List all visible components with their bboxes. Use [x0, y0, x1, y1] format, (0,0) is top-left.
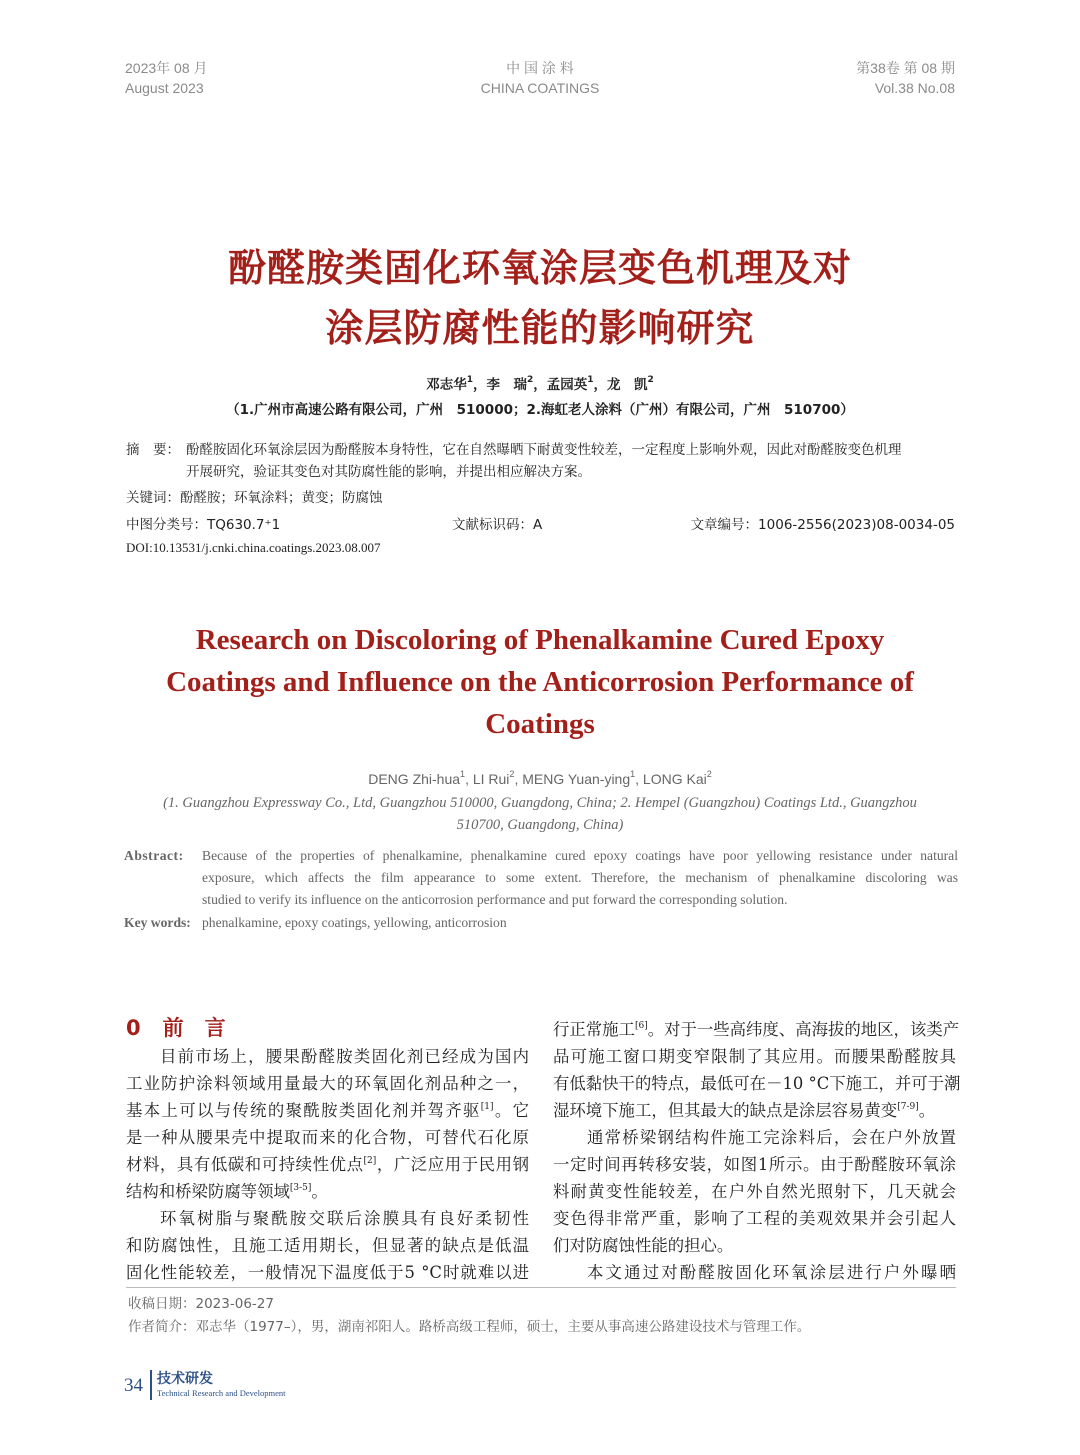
title-cn-line: 涂层防腐性能的影响研究	[325, 306, 755, 350]
body-text: 们对防腐蚀性能的担心。	[553, 1236, 734, 1255]
received-date: 收稿日期：2023-06-27	[128, 1296, 274, 1312]
separator: ，	[593, 377, 608, 393]
abstract-en-label: Abstract:	[124, 848, 184, 863]
body-line	[553, 1097, 956, 1124]
title-cn-line: 酚醛胺类固化环氧涂层变色机理及对	[227, 246, 852, 290]
title-en	[100, 619, 980, 745]
body-text: 变色得非常严重，影响了工程的美观效果并会引起人	[553, 1209, 956, 1228]
separator: ，	[472, 377, 487, 393]
affiliation-en-line: 510700, Guangdong, China)	[456, 817, 624, 833]
citation-mark: [1]	[480, 1102, 494, 1112]
title-cn	[0, 238, 1080, 358]
keywords-en-label: Key words:	[124, 915, 191, 930]
header-journal-cn: 中 国 涂 料	[506, 60, 574, 76]
authors-en	[0, 771, 1080, 787]
header-journal-en: CHINA COATINGS	[480, 80, 600, 96]
author-affiliation-mark: 2	[526, 375, 534, 385]
author-name: 李 瑞	[486, 377, 527, 393]
abstract-cn-line: 开展研究，验证其变色对其防腐性能的影响，并提出相应解决方案。	[186, 464, 591, 480]
footnote-divider	[126, 1287, 956, 1288]
header-vol-en: Vol.38 No.08	[874, 80, 955, 96]
author-name: 邓志华	[426, 377, 467, 393]
abstract-en-line: studied to verify its influence on the anticorrosion performance and put forward the corresponding solution.	[202, 892, 788, 907]
body-line	[126, 1151, 529, 1178]
footer-section-en: Technical Research and Development	[157, 1388, 286, 1398]
body-text: 行正常施工	[553, 1020, 635, 1039]
author-affiliation-mark: 2	[509, 769, 515, 779]
citation-mark: [6]	[634, 1021, 648, 1031]
keywords-cn-label: 关键词：	[126, 490, 180, 506]
body-text: 湿环境下施工，但其最大的缺点是涂层容易黄变	[553, 1101, 898, 1120]
body-line	[553, 1016, 960, 1043]
body-text: 有低黏快干的特点，最低可在－10 °C下施工，并可于潮	[553, 1074, 961, 1093]
body-line	[126, 1232, 529, 1259]
body-text: 通常桥梁钢结构件施工完涂料后，会在户外放置	[587, 1128, 956, 1147]
body-line	[126, 1070, 529, 1097]
title-en-line: Coatings and Influence on the Anticorrosion Performance of	[166, 666, 914, 698]
body-text: 本文通过对酚醛胺固化环氧涂层进行户外曝晒	[587, 1263, 956, 1282]
body-column-right	[553, 1016, 961, 1286]
title-en-line: Coatings	[485, 708, 595, 740]
keywords-en-text: phenalkamine, epoxy coatings, yellowing, anticorrosion	[202, 915, 507, 930]
body-line	[553, 1205, 956, 1232]
citation-mark: [2]	[363, 1156, 377, 1166]
body-text: 。它	[493, 1101, 530, 1120]
body-line	[553, 1232, 956, 1259]
body-text: 一定时间再转移安装，如图1所示。由于酚醛胺环氧涂	[553, 1155, 956, 1174]
abstract-en-line: exposure, which affects the film appearance to some extent. Therefore, the mechanism of phenalkamine discoloring was	[202, 870, 958, 885]
citation-mark: [3-5]	[289, 1183, 312, 1193]
author-bio: 作者简介：邓志华（1977–），男，湖南祁阳人。路桥高级工程师，硕士，主要从事高速公路建设技术与管理工作。	[128, 1319, 811, 1335]
section-number: 0	[126, 1016, 141, 1040]
affiliation-en-line: (1. Guangzhou Expressway Co., Ltd, Guangzhou 510000, Guangdong, China; 2. Hempel (Guangzhou) Coatings Ltd., Guangzhou	[163, 795, 917, 811]
body-text: 固化性能较差，一般情况下温度低于5 °C时就难以进	[126, 1263, 529, 1282]
clc-number: 中图分类号：TQ630.7⁺1	[126, 517, 281, 533]
header-vol-cn: 第38卷 第 08 期	[856, 60, 955, 76]
abstract-en-line: Because of the properties of phenalkamine, phenalkamine cured epoxy coatings have poor yellowing resistance under natural	[202, 848, 958, 863]
body-line	[553, 1151, 956, 1178]
body-text: ，广泛应用于民用钢	[376, 1155, 530, 1174]
body-line	[553, 1043, 956, 1070]
author-affiliation-mark: 1	[630, 769, 636, 779]
page-number: 34	[124, 1375, 143, 1396]
author-affiliation-mark: 1	[460, 769, 466, 779]
footer-section	[157, 1368, 286, 1398]
abstract-en	[124, 845, 958, 911]
body-text: 是一种从腰果壳中提取而来的化合物，可替代石化原	[126, 1128, 529, 1147]
footer-section-cn: 技术研发	[157, 1371, 213, 1387]
body-line	[126, 1259, 529, 1286]
keywords-en	[124, 915, 507, 931]
author-name: MENG Yuan-ying	[522, 771, 631, 787]
body-text: 料耐黄变性能较差，在户外自然光照射下，几天就会	[553, 1182, 956, 1201]
author-name: LI Rui	[472, 771, 510, 787]
abstract-cn-line: 酚醛胺固化环氧涂层因为酚醛胺本身特性，它在自然曝晒下耐黄变性较差，一定程度上影响外观，因此对酚醛胺变色机理	[186, 442, 902, 458]
body-text: 。	[311, 1182, 328, 1201]
separator: ,	[514, 771, 523, 787]
body-text: 和防腐蚀性，且施工适用期长，但显著的缺点是低温	[126, 1236, 529, 1255]
body-line	[126, 1205, 529, 1232]
section-title: 前 言	[162, 1016, 226, 1040]
doi: DOI:10.13531/j.cnki.china.coatings.2023.08.007	[126, 540, 381, 555]
keywords-cn	[126, 487, 383, 509]
body-line	[126, 1124, 529, 1151]
body-line	[126, 1043, 529, 1070]
body-line	[126, 1097, 529, 1124]
body-text: 基本上可以与传统的聚酰胺类固化剂并驾齐驱	[126, 1101, 481, 1120]
body-line	[553, 1124, 956, 1151]
body-column-left	[126, 1043, 529, 1286]
body-line	[553, 1178, 956, 1205]
author-name: 龙 凯	[607, 377, 648, 393]
keywords-cn-text: 酚醛胺；环氧涂料；黄变；防腐蚀	[180, 490, 383, 506]
author-affiliation-mark: 2	[706, 769, 712, 779]
author-name: DENG Zhi-hua	[368, 771, 461, 787]
citation-mark: [7-9]	[897, 1102, 919, 1112]
author-affiliation-mark: 1	[587, 375, 594, 385]
body-text: 结构和桥梁防腐等领域	[126, 1182, 290, 1201]
author-affiliation-mark: 1	[466, 375, 473, 385]
body-text: 目前市场上，腰果酚醛胺类固化剂已经成为国内	[160, 1047, 529, 1066]
header-date-cn: 2023年 08 月	[125, 60, 208, 76]
header-date-en: August 2023	[125, 80, 204, 96]
body-line	[553, 1070, 961, 1097]
separator: ，	[533, 377, 547, 393]
author-name: LONG Kai	[642, 771, 707, 787]
body-text: 工业防护涂料领域用量最大的环氧固化剂品种之一，	[126, 1074, 529, 1093]
body-text: 。对于一些高纬度、高海拔的地区，该类产	[647, 1020, 960, 1039]
body-text: 。	[918, 1101, 936, 1120]
affiliation-cn: （1.广州市高速公路有限公司，广州 510000；2.海虹老人涂料（广州）有限公司，广州 510700）	[226, 402, 854, 418]
author-affiliation-mark: 2	[647, 375, 654, 385]
body-line	[126, 1178, 529, 1205]
separator: ,	[635, 771, 643, 787]
section-heading	[126, 1012, 226, 1042]
title-en-line: Research on Discoloring of Phenalkamine Cured Epoxy	[195, 624, 885, 656]
article-number: 文章编号：1006-2556(2023)08-0034-05	[690, 517, 955, 533]
body-text: 材料，具有低碳和可持续性优点	[126, 1155, 364, 1174]
document-code: 文献标识码：A	[452, 517, 543, 533]
header-volume	[856, 58, 955, 98]
authors-cn	[0, 374, 1080, 396]
body-text: 品可施工窗口期变窄限制了其应用。而腰果酚醛胺具	[553, 1047, 956, 1066]
abstract-cn-label: 摘 要：	[126, 442, 180, 458]
footer-bar	[150, 1370, 152, 1400]
author-name: 孟园英	[546, 377, 588, 393]
affiliation-en	[0, 792, 1080, 836]
body-line	[553, 1259, 956, 1286]
abstract-cn	[126, 439, 956, 483]
separator: ,	[465, 771, 473, 787]
body-text: 环氧树脂与聚酰胺交联后涂膜具有良好柔韧性	[160, 1209, 529, 1228]
